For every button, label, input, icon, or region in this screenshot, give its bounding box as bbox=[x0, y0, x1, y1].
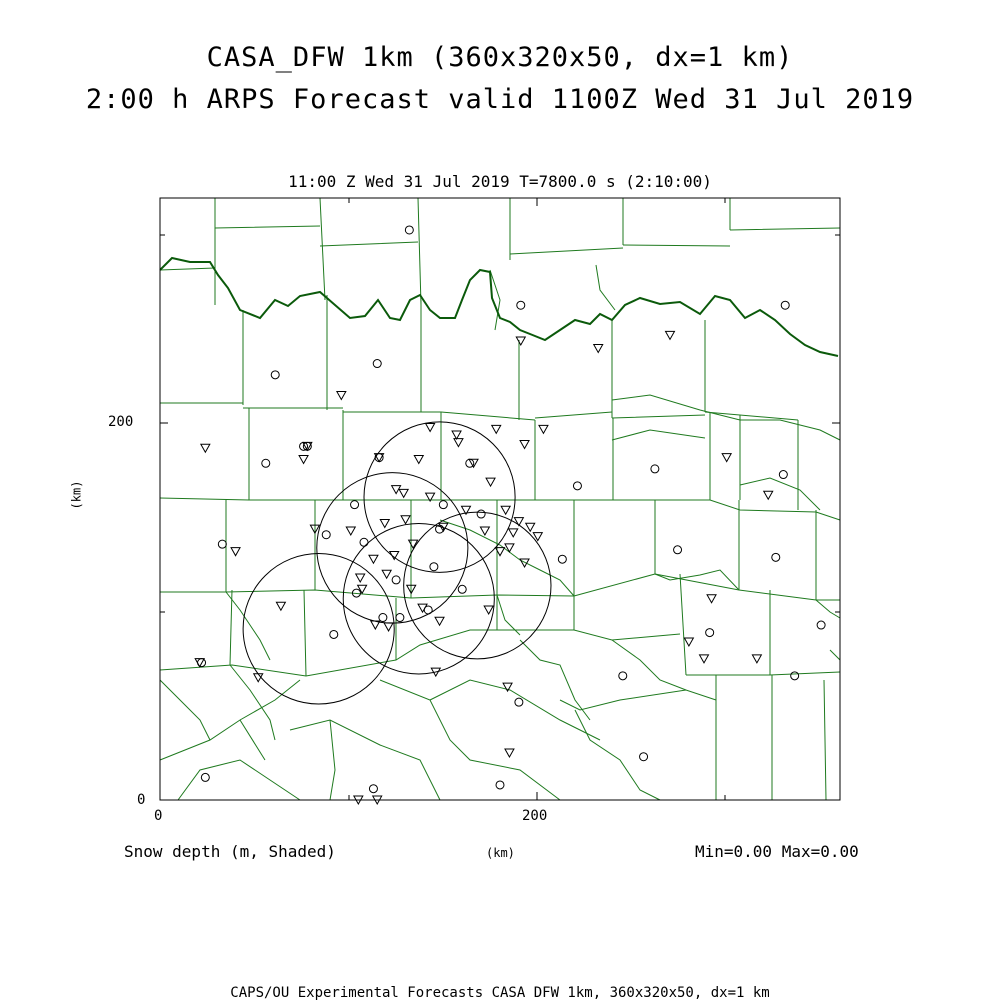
plot-frame bbox=[160, 198, 840, 800]
station-circle-marker bbox=[779, 471, 787, 479]
station-triangle-marker bbox=[684, 638, 693, 646]
figure-title: CASA_DFW 1km (360x320x50, dx=1 km) bbox=[206, 42, 794, 73]
y-tick-label-0: 0 bbox=[137, 792, 146, 808]
station-triangle-marker bbox=[484, 606, 493, 614]
station-triangle-marker bbox=[520, 440, 529, 448]
station-circle-marker bbox=[573, 482, 581, 490]
station-triangle-marker bbox=[505, 544, 514, 552]
station-triangle-marker bbox=[426, 424, 435, 432]
station-circle-marker bbox=[496, 781, 504, 789]
station-triangle-marker bbox=[399, 489, 408, 497]
station-triangle-marker bbox=[414, 455, 423, 463]
station-triangle-marker bbox=[356, 574, 365, 582]
station-triangle-marker bbox=[700, 655, 709, 663]
station-triangle-marker bbox=[752, 655, 761, 663]
plot-border bbox=[160, 198, 840, 800]
station-circle-marker bbox=[373, 360, 381, 368]
station-circle-marker bbox=[439, 501, 447, 509]
y-axis-label: (km) bbox=[69, 480, 84, 510]
station-triangle-marker bbox=[299, 455, 308, 463]
station-circle-marker bbox=[351, 501, 359, 509]
station-circle-marker bbox=[218, 540, 226, 548]
station-circle-marker bbox=[640, 753, 648, 761]
station-triangle-marker bbox=[492, 425, 501, 433]
station-triangle-marker bbox=[418, 604, 427, 612]
station-triangle-marker bbox=[346, 527, 355, 535]
station-triangle-marker bbox=[454, 439, 463, 447]
field-label: Snow depth (m, Shaded) bbox=[124, 842, 336, 861]
station-circle-marker bbox=[706, 629, 714, 637]
station-circle-marker bbox=[817, 621, 825, 629]
footer-credit: CAPS/OU Experimental Forecasts CASA DFW 1km, 360x320x50, dx=1 km bbox=[230, 985, 770, 1001]
y-tick-label-200: 200 bbox=[108, 414, 134, 430]
radar-ring-5 bbox=[243, 554, 394, 705]
station-circle-marker bbox=[330, 630, 338, 638]
station-circle-marker bbox=[477, 510, 485, 518]
county-boundaries bbox=[160, 198, 840, 800]
station-circle-marker bbox=[781, 301, 789, 309]
station-triangle-marker bbox=[231, 548, 240, 556]
station-circle-marker bbox=[360, 538, 368, 546]
station-circle-marker bbox=[515, 698, 523, 706]
station-triangle-marker bbox=[505, 749, 514, 757]
station-triangle-marker bbox=[486, 478, 495, 486]
station-circle-marker bbox=[396, 614, 404, 622]
station-triangle-marker bbox=[369, 555, 378, 563]
station-triangle-marker bbox=[722, 454, 731, 462]
station-triangle-marker bbox=[707, 595, 716, 603]
station-circle-marker bbox=[558, 555, 566, 563]
station-circle-marker bbox=[430, 563, 438, 571]
figure-subtitle-forecast: 2:00 h ARPS Forecast valid 1100Z Wed 31 Jul 2019 bbox=[85, 84, 915, 115]
station-triangle-marker bbox=[435, 617, 444, 625]
station-circle-marker bbox=[392, 576, 400, 584]
station-circle-marker bbox=[772, 553, 780, 561]
station-triangle-marker bbox=[526, 523, 535, 531]
radar-ring-1 bbox=[364, 422, 515, 573]
station-triangle-marker bbox=[666, 331, 675, 339]
station-triangle-marker bbox=[201, 444, 210, 452]
x-tick-label-200: 200 bbox=[522, 808, 548, 824]
radar-range-rings bbox=[243, 422, 551, 704]
station-triangle-marker bbox=[401, 516, 410, 524]
x-axis-label: (km) bbox=[486, 846, 515, 860]
station-triangle-marker bbox=[509, 529, 518, 537]
station-circle-marker bbox=[458, 585, 466, 593]
station-circle-marker bbox=[517, 301, 525, 309]
station-triangle-marker bbox=[764, 491, 773, 499]
station-circle-marker bbox=[201, 773, 209, 781]
station-triangle-marker bbox=[480, 527, 489, 535]
station-triangle-marker bbox=[382, 570, 391, 578]
station-circle-marker bbox=[791, 672, 799, 680]
station-circle-marker bbox=[619, 672, 627, 680]
station-circle-marker bbox=[369, 785, 377, 793]
station-circle-marker bbox=[262, 459, 270, 467]
station-circle-marker bbox=[651, 465, 659, 473]
station-triangle-marker bbox=[384, 623, 393, 631]
station-circle-marker bbox=[674, 546, 682, 554]
station-triangle-marker bbox=[452, 431, 461, 439]
min-max-label: Min=0.00 Max=0.00 bbox=[695, 842, 859, 861]
radar-ring-2 bbox=[317, 473, 468, 624]
station-triangle-marker bbox=[516, 337, 525, 345]
valid-time-label: 11:00 Z Wed 31 Jul 2019 T=7800.0 s (2:10:00) bbox=[288, 172, 712, 191]
x-tick-label-0: 0 bbox=[154, 808, 163, 824]
station-triangle-marker bbox=[195, 659, 204, 667]
station-circle-marker bbox=[405, 226, 413, 234]
station-triangle-marker bbox=[594, 345, 603, 353]
station-circle-marker bbox=[379, 614, 387, 622]
station-triangle-marker bbox=[337, 392, 346, 400]
station-circle-marker bbox=[322, 531, 330, 539]
station-triangle-marker bbox=[539, 425, 548, 433]
station-triangle-marker bbox=[276, 602, 285, 610]
station-triangle-marker bbox=[358, 585, 367, 593]
station-triangle-marker bbox=[501, 506, 510, 514]
station-triangle-marker bbox=[380, 519, 389, 527]
station-circle-marker bbox=[271, 371, 279, 379]
station-markers bbox=[195, 226, 825, 804]
